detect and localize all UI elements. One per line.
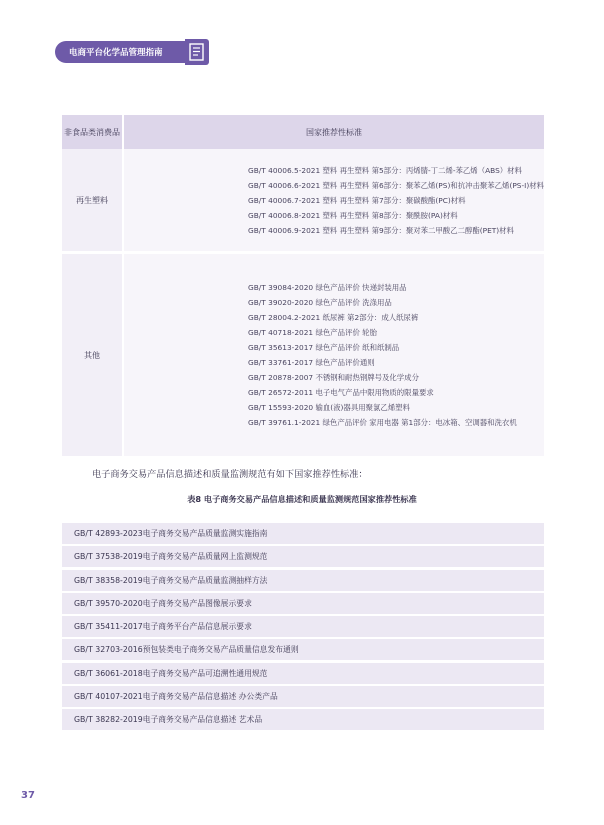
header-title: 电商平台化学品管理指南 — [55, 41, 185, 63]
standards-table — [62, 115, 544, 456]
standard-line: GB/T 40006.7-2021 塑料 再生塑料 第7部分：聚碳酸酯(PC)材料 — [248, 195, 466, 205]
standard-line: GB/T 33761-2017 绿色产品评价通则 — [248, 358, 375, 367]
standard-line: GB/T 40006.8-2021 塑料 再生塑料 第8部分：聚酰胺(PA)材料 — [248, 210, 458, 220]
table-caption: 表8 电子商务交易产品信息描述和质量监测规范国家推荐性标准 — [187, 494, 417, 504]
standard-line: GB/T 39084-2020 绿色产品评价 快递封装用品 — [248, 283, 407, 292]
col-header-standards: 国家推荐性标准 — [123, 115, 544, 149]
intro-paragraph: 电子商务交易产品信息描述和质量监测规范有如下国家推荐性标准： — [92, 469, 368, 480]
table-row: GB/T 37538-2019电子商务交易产品质量网上监测规范 — [62, 546, 544, 567]
standard-line: GB/T 40006.6-2021 塑料 再生塑料 第6部分：聚苯乙烯(PS)和抗冲击聚苯乙烯(PS-I)材料 — [248, 180, 544, 190]
table-row: GB/T 38358-2019电子商务交易产品质量监测抽样方法 — [62, 570, 544, 591]
table-row: GB/T 42893-2023电子商务交易产品质量监测实施指南 — [62, 523, 544, 544]
table-row: GB/T 36061-2018电子商务交易产品可追溯性通用规范 — [62, 663, 544, 684]
standard-line: GB/T 40006.5-2021 塑料 再生塑料 第5部分：丙烯腈-丁二烯-苯乙烯（ABS）材料 — [248, 165, 522, 175]
standard-line: GB/T 40718-2021 绿色产品评价 轮胎 — [248, 328, 377, 337]
category-cell: 再生塑料 — [62, 149, 123, 253]
standard-line: GB/T 39761.1-2021 绿色产品评价 家用电器 第1部分：电冰箱、空调器和洗衣机 — [248, 418, 517, 427]
table-row: GB/T 38282-2019电子商务交易产品信息描述 艺术品 — [62, 709, 544, 730]
page-number: 37 — [21, 790, 35, 801]
standard-line: GB/T 20878-2007 不锈钢和耐热钢牌号及化学成分 — [248, 373, 419, 382]
table-row — [62, 149, 544, 253]
ecommerce-standards-table — [62, 523, 544, 733]
table-row: GB/T 39570-2020电子商务交易产品图像展示要求 — [62, 593, 544, 614]
standard-line: GB/T 28004.2-2021 纸尿裤 第2部分：成人纸尿裤 — [248, 313, 419, 322]
standard-line: GB/T 40006.9-2021 塑料 再生塑料 第9部分：聚对苯二甲酸乙二醇酯(PET)材料 — [248, 225, 514, 235]
document-icon — [185, 39, 209, 65]
table-row: GB/T 32703-2016预包装类电子商务交易产品质量信息发布通则 — [62, 639, 544, 660]
standard-line: GB/T 35613-2017 绿色产品评价 纸和纸制品 — [248, 343, 400, 352]
col-header-category: 非食品类消费品 — [62, 115, 123, 149]
standards-cell — [123, 149, 544, 253]
category-cell: 其他 — [62, 253, 123, 457]
standards-cell — [123, 253, 544, 457]
standard-line: GB/T 15593-2020 输血(液)器具用聚氯乙烯塑料 — [248, 403, 410, 412]
table-row: GB/T 35411-2017电子商务平台产品信息展示要求 — [62, 616, 544, 637]
standard-line: GB/T 26572-2011 电子电气产品中限用物质的限量要求 — [248, 388, 434, 397]
table-row: GB/T 40107-2021电子商务交易产品信息描述 办公类产品 — [62, 686, 544, 707]
standard-line: GB/T 39020-2020 绿色产品评价 洗涤用品 — [248, 298, 392, 307]
table-row — [62, 253, 544, 457]
